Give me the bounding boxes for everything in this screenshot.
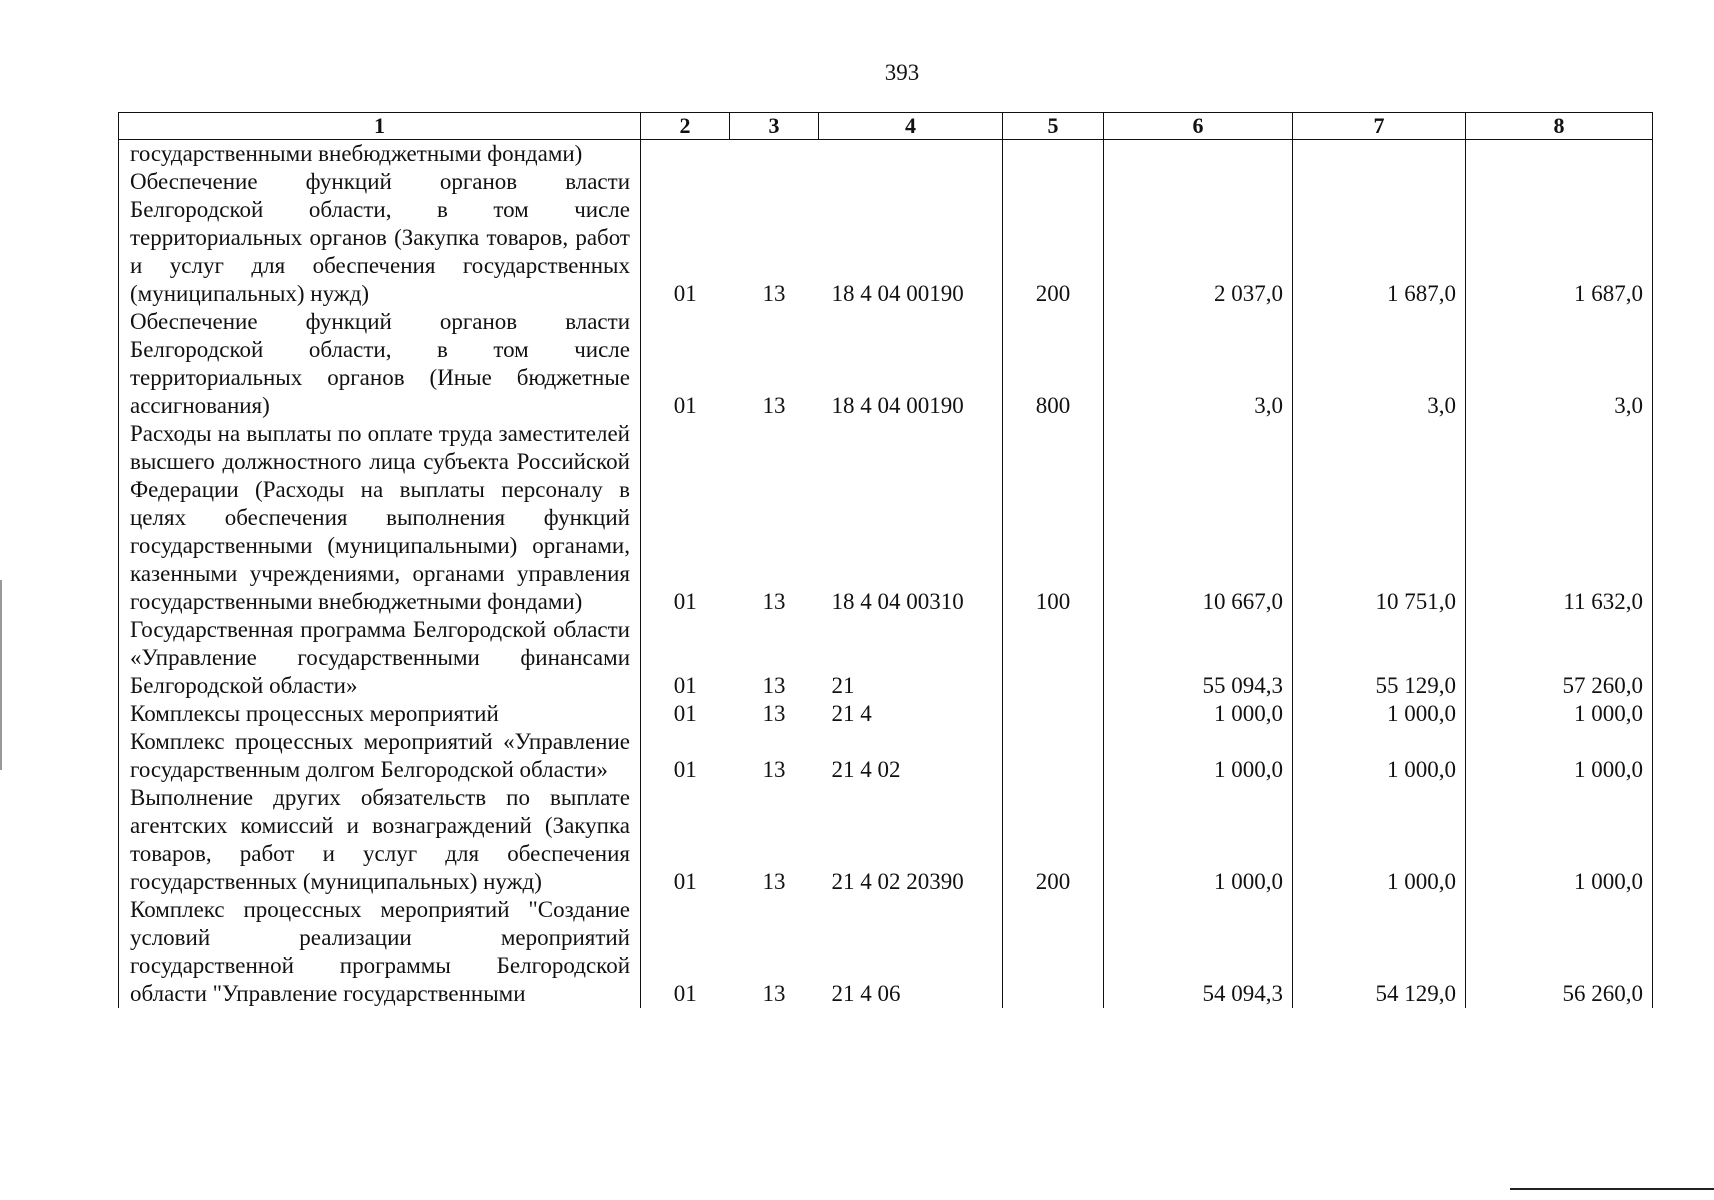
row-amount-col8: 11 632,0 bbox=[1466, 420, 1653, 616]
row-amount-col8: 3,0 bbox=[1466, 308, 1653, 420]
header-col-1: 1 bbox=[119, 113, 641, 140]
scan-edge-mark bbox=[0, 580, 2, 770]
row-section bbox=[641, 140, 730, 169]
row-amount-col6 bbox=[1104, 140, 1293, 169]
row-subsection bbox=[730, 140, 819, 169]
row-amount-col7: 10 751,0 bbox=[1293, 420, 1466, 616]
row-amount-col7: 55 129,0 bbox=[1293, 616, 1466, 700]
row-subsection: 13 bbox=[762, 673, 786, 698]
row-target-article: 21 4 02 bbox=[831, 757, 901, 782]
page-edge-rule bbox=[1510, 1188, 1714, 1190]
row-name: Комплекс процессных мероприятий «Управление государственным долгом Белгородской области» bbox=[119, 728, 641, 784]
header-col-8: 8 bbox=[1466, 113, 1653, 140]
table-row bbox=[119, 616, 1653, 700]
row-subsection: 13 bbox=[762, 869, 786, 894]
header-col-4: 4 bbox=[819, 113, 1003, 140]
row-amount-col6: 1 000,0 bbox=[1104, 700, 1293, 728]
table-row bbox=[119, 784, 1653, 896]
row-target-article: 21 4 02 20390 bbox=[831, 869, 964, 894]
row-amount-col8: 1 000,0 bbox=[1466, 784, 1653, 896]
row-amount-col8: 1 000,0 bbox=[1466, 728, 1653, 784]
row-amount-col6: 1 000,0 bbox=[1104, 728, 1293, 784]
row-subsection: 13 bbox=[762, 589, 786, 614]
row-target-article: 21 4 bbox=[831, 701, 872, 726]
row-section: 01 bbox=[673, 589, 697, 614]
row-amount-col7: 3,0 bbox=[1293, 308, 1466, 420]
row-amount-col8: 56 260,0 bbox=[1466, 896, 1653, 1008]
row-section: 01 bbox=[673, 393, 697, 418]
row-section: 01 bbox=[673, 281, 697, 306]
row-expense-type bbox=[1003, 896, 1104, 1008]
row-expense-type: 100 bbox=[1003, 420, 1104, 616]
page-number: 393 bbox=[884, 60, 920, 85]
budget-table bbox=[118, 112, 1653, 1008]
header-col-2: 2 bbox=[641, 113, 730, 140]
row-subsection: 13 bbox=[762, 281, 786, 306]
row-name: Комплексы процессных мероприятий bbox=[119, 700, 641, 728]
row-expense-type bbox=[1003, 140, 1104, 169]
row-name: Выполнение других обязательств по выплате агентских комиссий и вознаграждений (Закупка товаров, работ и услуг для обеспечения государственных (муниципальных) нужд) bbox=[119, 784, 641, 896]
row-amount-col8 bbox=[1466, 140, 1653, 169]
row-target-article bbox=[819, 140, 1003, 169]
row-amount-col6: 10 667,0 bbox=[1104, 420, 1293, 616]
row-section: 01 bbox=[673, 673, 697, 698]
table-header bbox=[119, 113, 1653, 140]
row-name: Расходы на выплаты по оплате труда заместителей высшего должностного лица субъекта Российской Федерации (Расходы на выплаты персоналу в целях обеспечения выполнения функций государственными (муниципальными) органами, казенными учреждениями, органами управления государственными внебюджетными фондами) bbox=[119, 420, 641, 616]
table-row bbox=[119, 168, 1653, 308]
table-row bbox=[119, 420, 1653, 616]
row-subsection: 13 bbox=[762, 757, 786, 782]
row-amount-col7: 1 000,0 bbox=[1293, 784, 1466, 896]
table-row bbox=[119, 308, 1653, 420]
table-row bbox=[119, 700, 1653, 728]
row-amount-col6: 1 000,0 bbox=[1104, 784, 1293, 896]
row-name: государственными внебюджетными фондами) bbox=[119, 140, 641, 169]
row-amount-col6: 55 094,3 bbox=[1104, 616, 1293, 700]
row-amount-col6: 54 094,3 bbox=[1104, 896, 1293, 1008]
row-expense-type: 200 bbox=[1003, 784, 1104, 896]
row-target-article: 18 4 04 00310 bbox=[831, 589, 964, 614]
header-col-6: 6 bbox=[1104, 113, 1293, 140]
row-subsection: 13 bbox=[762, 981, 786, 1006]
row-amount-col8: 1 687,0 bbox=[1466, 168, 1653, 308]
row-target-article: 18 4 04 00190 bbox=[831, 281, 964, 306]
row-name: Государственная программа Белгородской области «Управление государственными финансами Белгородской области» bbox=[119, 616, 641, 700]
row-amount-col6: 3,0 bbox=[1104, 308, 1293, 420]
row-amount-col7 bbox=[1293, 140, 1466, 169]
row-amount-col8: 57 260,0 bbox=[1466, 616, 1653, 700]
row-name: Обеспечение функций органов власти Белгородской области, в том числе территориальных органов (Иные бюджетные ассигнования) bbox=[119, 308, 641, 420]
row-section: 01 bbox=[673, 981, 697, 1006]
row-amount-col8: 1 000,0 bbox=[1466, 700, 1653, 728]
table-row bbox=[119, 896, 1653, 1008]
table-body bbox=[119, 140, 1653, 1009]
row-section: 01 bbox=[673, 701, 697, 726]
header-col-3: 3 bbox=[730, 113, 819, 140]
table-row bbox=[119, 728, 1653, 784]
row-expense-type: 800 bbox=[1003, 308, 1104, 420]
row-section: 01 bbox=[673, 757, 697, 782]
row-subsection: 13 bbox=[762, 701, 786, 726]
row-target-article: 18 4 04 00190 bbox=[831, 393, 964, 418]
header-col-7: 7 bbox=[1293, 113, 1466, 140]
row-subsection: 13 bbox=[762, 393, 786, 418]
row-amount-col7: 1 000,0 bbox=[1293, 700, 1466, 728]
row-amount-col7: 1 687,0 bbox=[1293, 168, 1466, 308]
row-name: Обеспечение функций органов власти Белгородской области, в том числе территориальных органов (Закупка товаров, работ и услуг для обеспечения государственных (муниципальных) нужд) bbox=[119, 168, 641, 308]
row-expense-type bbox=[1003, 728, 1104, 784]
row-name: Комплекс процессных мероприятий "Создание условий реализации мероприятий государственной программы Белгородской области "Управление государственными bbox=[119, 896, 641, 1008]
table-row bbox=[119, 140, 1653, 169]
row-amount-col6: 2 037,0 bbox=[1104, 168, 1293, 308]
row-expense-type bbox=[1003, 616, 1104, 700]
row-target-article: 21 4 06 bbox=[831, 981, 901, 1006]
row-expense-type: 200 bbox=[1003, 168, 1104, 308]
header-col-5: 5 bbox=[1003, 113, 1104, 140]
row-amount-col7: 1 000,0 bbox=[1293, 728, 1466, 784]
row-target-article: 21 bbox=[831, 673, 855, 698]
row-amount-col7: 54 129,0 bbox=[1293, 896, 1466, 1008]
row-section: 01 bbox=[673, 869, 697, 894]
row-expense-type bbox=[1003, 700, 1104, 728]
